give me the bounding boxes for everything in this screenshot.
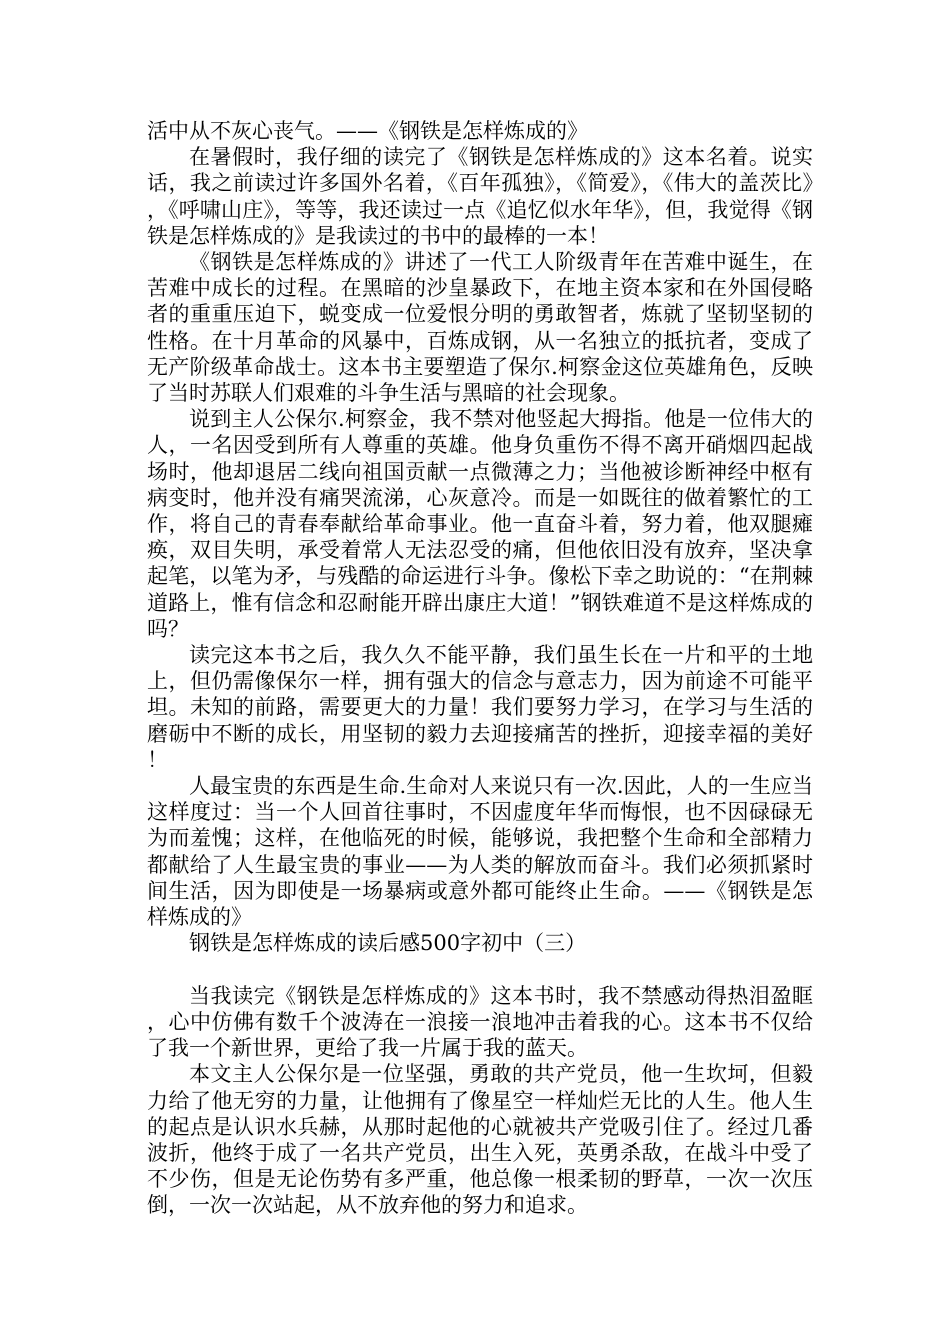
paragraph-essay3-paul: 本文主人公保尔是一位坚强，勇敢的共产党员，他一生坎坷，但毅力给了他无穷的力量，让他拥有了像星空一样灿烂无比的人生。他人生的起点是认识水兵赫，从那时起他的心就被共产党吸引住了。经过几番波折，他终于成了一名共产党员，出生入死，英勇杀敌，在战斗中受了不少伤，但是无论伤势有多严重，他总像一根柔韧的野草，一次一次压倒，一次一次站起，从不放弃他的努力和追求。: [147, 1062, 813, 1218]
paragraph-book-summary: 《钢铁是怎样炼成的》讲述了一代工人阶级青年在苦难中诞生，在苦难中成长的过程。在黑暗的沙皇暴政下，在地主资本家和在外国侵略者的重重压迫下，蜕变成一位爱恨分明的勇敢智者，炼就了坚韧坚韧的性格。在十月革命的风暴中，百炼成钢，从一名独立的抵抗者，变成了无产阶级革命战士。这本书主要塑造了保尔.柯察金这位英雄角色，反映了当时苏联人们艰难的斗争生活与黑暗的社会现象。: [147, 250, 813, 406]
blank-line: [147, 957, 813, 983]
paragraph-reflection: 读完这本书之后，我久久不能平静，我们虽生长在一片和平的土地上，但仍需像保尔一样，拥有强大的信念与意志力，因为前途不可能平坦。未知的前路，需要更大的力量！我们要努力学习，在学习与生活的磨砺中不断的成长，用坚韧的毅力去迎接痛苦的挫折，迎接幸福的美好！: [147, 643, 813, 772]
paragraph-continuation: 活中从不灰心丧气。——《钢铁是怎样炼成的》: [147, 119, 588, 143]
paragraph-protagonist: 说到主人公保尔.柯察金，我不禁对他竖起大拇指。他是一位伟大的人，一名因受到所有人尊重的英雄。他身负重伤不得不离开硝烟四起战场时，他却退居二线向祖国贡献一点微薄之力；当他被诊断神经中枢有病变时，他并没有痛哭流涕，心灰意冷。而是一如既往的做着繁忙的工作，将自己的青春奉献给革命事业。他一直奋斗着，努力着，他双腿瘫痪，双目失明，承受着常人无法忍受的痛，但他依旧没有放弃，坚决拿起笔，以笔为矛，与残酷的命运进行斗争。像松下幸之助说的：“在荆棘道路上，惟有信念和忍耐能开辟出康庄大道！”钢铁难道不是这样炼成的吗？: [147, 407, 813, 641]
paragraph-summer-reading: 在暑假时，我仔细的读完了《钢铁是怎样炼成的》这本名着。说实话，我之前读过许多国外名着，《百年孤独》，《简爱》，《伟大的盖茨比》，《呼啸山庄》，等等，我还读过一点《追忆似水年华》，但，我觉得《钢铁是怎样炼成的》是我读过的书中的最棒的一本！: [147, 145, 813, 248]
document-body: [147, 118, 813, 1219]
paragraph-essay3-intro: 当我读完《钢铁是怎样炼成的》这本书时，我不禁感动得热泪盈眶，心中仿佛有数千个波涛在一浪接一浪地冲击着我的心。这本书不仅给了我一个新世界，更给了我一片属于我的蓝天。: [147, 983, 813, 1061]
paragraph-quote: 人最宝贵的东西是生命.生命对人来说只有一次.因此，人的一生应当这样度过：当一个人回首往事时，不因虚度年华而悔恨，也不因碌碌无为而羞愧；这样，在他临死的时候，能够说，我把整个生命和全部精力都献给了人生最宝贵的事业——为人类的解放而奋斗。我们必须抓紧时间生活，因为即使是一场暴病或意外都可能终止生命。——《钢铁是怎样炼成的》: [147, 774, 813, 930]
section-heading: 钢铁是怎样炼成的读后感500字初中（三）: [189, 931, 587, 956]
